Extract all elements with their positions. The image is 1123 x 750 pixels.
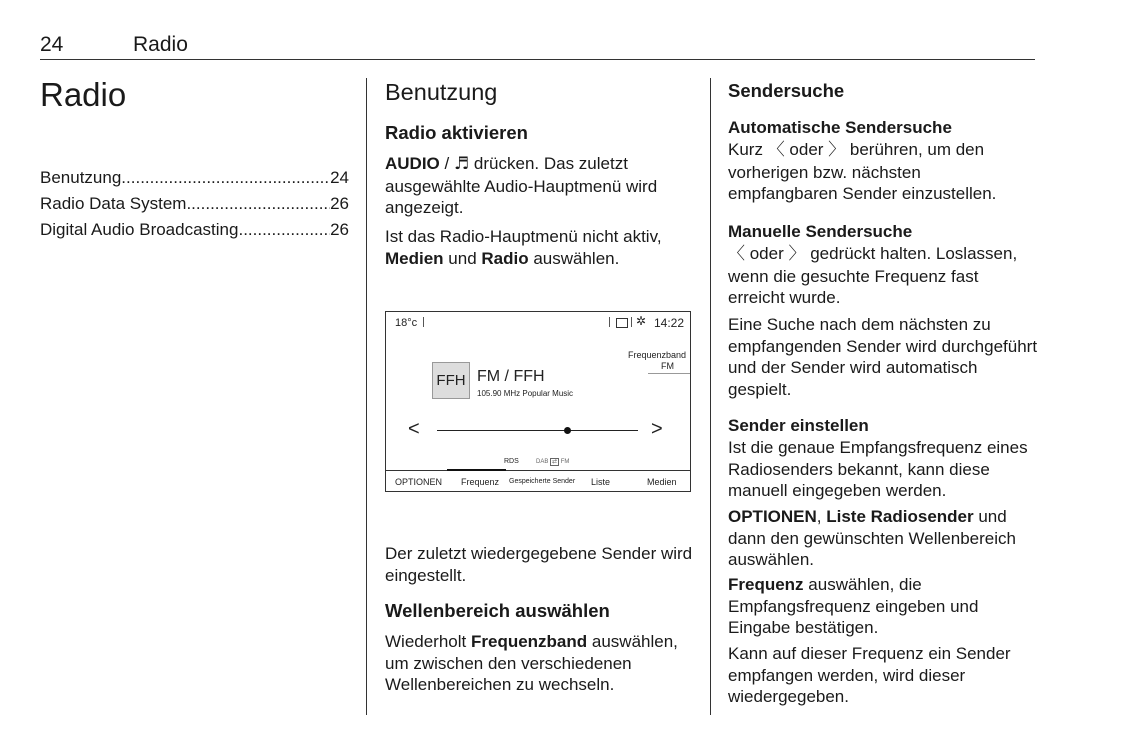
toc-leader [186, 194, 330, 214]
header-rule [40, 59, 1035, 60]
tab-medien: Medien [647, 477, 677, 487]
running-header: Radio [133, 33, 188, 56]
paragraph [385, 226, 700, 269]
text-run: und dann den gewünschten Wellenbereich auswählen. [728, 507, 1016, 570]
text-run: Ist die genaue Empfangsfrequenz eines Radiosenders bekannt, kann diese manuell eingegeben werden. [728, 438, 1028, 501]
text-run: berühren, um den vorherigen bzw. nächsten empfangbaren Sender einzustellen. [728, 140, 997, 204]
band-button [628, 350, 686, 372]
tab-bar-rule [386, 470, 690, 471]
dab-fm-indicator [536, 458, 569, 465]
toc-entry[interactable] [40, 194, 349, 214]
tuner-indicator [564, 427, 571, 434]
toc-label: Radio Data System [40, 194, 187, 213]
text-run: Kann auf dieser Frequenz ein Sender empfangen werden, wird dieser wiedergegeben. [728, 644, 1011, 707]
toc-page: 24 [330, 168, 349, 187]
band-value: FM [661, 361, 674, 371]
rds-label: RDS [504, 458, 519, 465]
toc-label: Benutzung [40, 168, 122, 187]
subheading: Wellenbereich auswählen [385, 600, 610, 621]
separator [423, 317, 424, 327]
tab-frequenz: Frequenz [461, 477, 500, 487]
paragraph [728, 437, 1028, 502]
separator [609, 317, 610, 327]
paragraph [385, 153, 685, 219]
paragraph [728, 139, 1028, 205]
chevron-left-icon: 〈 [767, 140, 785, 160]
text-run: Der zuletzt wiedergegebene Sender wird eingestellt. [385, 544, 693, 585]
station-name: FM / FFH [477, 368, 545, 385]
paragraph [728, 506, 1028, 571]
tab-gespeicherte-sender: Gespeicherte Sender [509, 478, 576, 485]
chevron-right-icon: > [651, 418, 663, 440]
column-divider [710, 78, 711, 715]
active-tab-indicator [447, 469, 506, 471]
section-heading: Benutzung [385, 79, 498, 105]
text-run: Wiederholt [385, 632, 471, 651]
temperature: 18°c [395, 317, 418, 329]
paragraph [728, 243, 1038, 309]
page-number: 24 [40, 33, 64, 56]
paragraph [728, 314, 1038, 400]
text-run: und [443, 248, 482, 268]
radio-screen-illustration [385, 311, 691, 492]
bold-term: OPTIONEN [728, 507, 817, 526]
text-run: Ist das Radio-Hauptmenü nicht aktiv, [385, 227, 662, 246]
subheading: Sender einstellen [728, 416, 869, 435]
toc-entry[interactable] [40, 220, 349, 240]
subheading: Automatische Sendersuche [728, 118, 952, 137]
paragraph [385, 543, 695, 586]
settings-icon: ✲ [636, 314, 647, 328]
text-run: / [439, 154, 454, 173]
toc-page: 26 [330, 220, 349, 239]
toc-leader [121, 168, 330, 188]
bold-term: Medien [385, 248, 444, 268]
column-divider [366, 78, 367, 715]
bold-term: Liste Radiosender [826, 507, 974, 526]
clock: 14:22 [654, 316, 685, 330]
chapter-title: Radio [40, 76, 127, 113]
bold-term: Frequenzband [470, 632, 588, 651]
toc-label: Digital Audio Broadcasting [40, 220, 239, 239]
text-run: , [816, 507, 827, 526]
text-run: Eine Suche nach dem nächsten zu empfangenden Sender wird durchgeführt und der Sender wird automatisch gespielt. [728, 315, 1038, 399]
paragraph [728, 643, 1038, 708]
station-logo: FFH [432, 362, 470, 399]
tab-optionen: OPTIONEN [395, 477, 443, 487]
text-run: drücken. Das zuletzt ausgewählte Audio-Hauptmenü wird angezeigt. [385, 154, 658, 218]
tab-liste: Liste [591, 477, 611, 487]
link-icon: ⇄ [552, 459, 558, 465]
section-heading: Sendersuche [728, 80, 845, 101]
separator [631, 317, 632, 327]
text-run: gedrückt halten. Loslassen, wenn die gesuchte Frequenz fast erreicht wurde. [728, 244, 1018, 308]
text-run: auswählen, die Empfangsfrequenz eingeben und Eingabe bestätigen. [728, 575, 979, 638]
paragraph [728, 574, 1028, 639]
bold-term: Radio [481, 248, 529, 268]
text-run: Kurz [728, 140, 768, 159]
station-info: 105.90 MHz Popular Music [477, 389, 574, 398]
toc-entry[interactable] [40, 168, 349, 188]
toc-page: 26 [330, 194, 349, 213]
chevron-right-icon: 〉 [828, 140, 846, 160]
chevron-left-icon: < [408, 418, 420, 440]
toc-leader [238, 220, 330, 240]
text-run: oder [784, 140, 829, 159]
dab-label: DAB [536, 459, 549, 465]
chevron-left-icon: 〈 [728, 244, 745, 264]
music-note-icon: ♬ [453, 154, 470, 174]
band-label: Frequenzband [627, 350, 686, 360]
bold-term: AUDIO [385, 154, 440, 173]
fm-label: FM [560, 459, 570, 465]
message-icon [616, 318, 628, 328]
text-run: auswählen. [528, 248, 620, 268]
chevron-right-icon: 〉 [788, 244, 806, 264]
subheading: Manuelle Sendersuche [728, 222, 913, 241]
band-underline [648, 373, 690, 374]
subheading: Radio aktivieren [385, 122, 528, 143]
frequency-scale [437, 430, 638, 431]
bold-term: Frequenz [728, 575, 804, 594]
paragraph [385, 631, 695, 696]
text-run: auswählen, um zwischen den verschiedenen Wellenbereichen zu wechseln. [385, 632, 678, 695]
text-run: oder [745, 244, 789, 263]
